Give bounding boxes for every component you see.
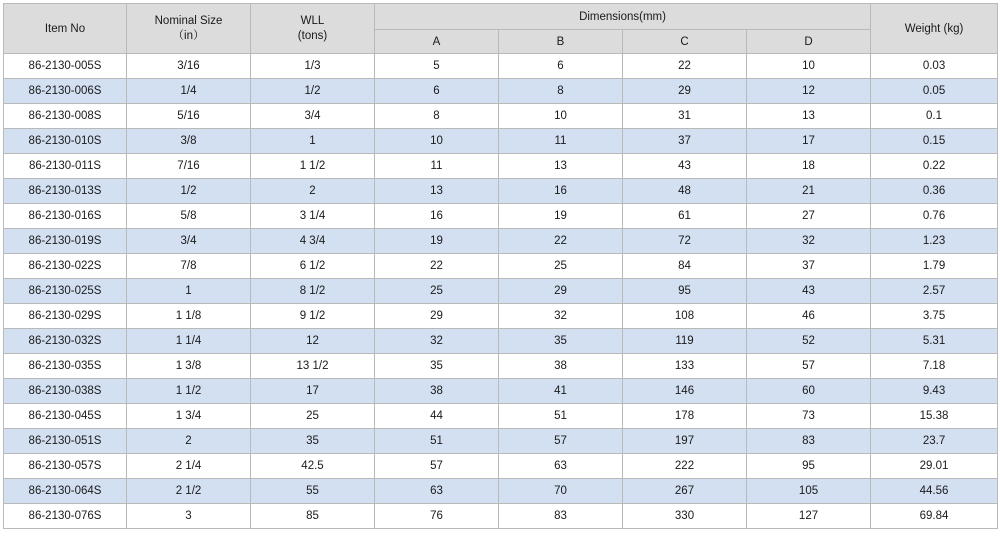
weight-cell: 0.15: [871, 129, 998, 154]
table-row: [4, 304, 998, 329]
dim-b-cell: 25: [499, 254, 623, 279]
dim-c-cell: 31: [623, 104, 747, 129]
weight-cell: 1.79: [871, 254, 998, 279]
dim-c-cell: 72: [623, 229, 747, 254]
dim-b-cell: 57: [499, 429, 623, 454]
weight-cell: 3.75: [871, 304, 998, 329]
weight-cell: 1.23: [871, 229, 998, 254]
wll-cell: 3 1/4: [251, 204, 375, 229]
dim-a-cell: 11: [375, 154, 499, 179]
header-dim-d: D: [747, 30, 871, 54]
item-no-cell: 86-2130-025S: [4, 279, 127, 304]
dim-a-cell: 35: [375, 354, 499, 379]
dim-b-cell: 32: [499, 304, 623, 329]
nominal-size-cell: 1/4: [127, 79, 251, 104]
table-row: [4, 179, 998, 204]
wll-cell: 1/2: [251, 79, 375, 104]
weight-cell: 0.76: [871, 204, 998, 229]
dim-b-cell: 8: [499, 79, 623, 104]
table-header: [4, 4, 998, 54]
dim-b-cell: 70: [499, 479, 623, 504]
nominal-size-cell: 3/16: [127, 54, 251, 79]
nominal-size-cell: 1 3/4: [127, 404, 251, 429]
dim-d-cell: 21: [747, 179, 871, 204]
table-row: [4, 54, 998, 79]
dim-d-cell: 83: [747, 429, 871, 454]
table-row: [4, 254, 998, 279]
dim-d-cell: 105: [747, 479, 871, 504]
dim-c-cell: 197: [623, 429, 747, 454]
dim-a-cell: 22: [375, 254, 499, 279]
table-row: [4, 79, 998, 104]
dim-b-cell: 29: [499, 279, 623, 304]
nominal-size-cell: 5/8: [127, 204, 251, 229]
dim-d-cell: 10: [747, 54, 871, 79]
dim-c-cell: 133: [623, 354, 747, 379]
item-no-cell: 86-2130-032S: [4, 329, 127, 354]
item-no-cell: 86-2130-029S: [4, 304, 127, 329]
item-no-cell: 86-2130-013S: [4, 179, 127, 204]
nominal-size-cell: 1: [127, 279, 251, 304]
table-row: [4, 129, 998, 154]
dim-b-cell: 13: [499, 154, 623, 179]
dim-b-cell: 35: [499, 329, 623, 354]
dim-b-cell: 16: [499, 179, 623, 204]
table-row: [4, 354, 998, 379]
dim-a-cell: 6: [375, 79, 499, 104]
wll-cell: 1: [251, 129, 375, 154]
dim-d-cell: 127: [747, 504, 871, 529]
weight-cell: 69.84: [871, 504, 998, 529]
wll-cell: 1 1/2: [251, 154, 375, 179]
wll-cell: 55: [251, 479, 375, 504]
wll-cell: 12: [251, 329, 375, 354]
dim-a-cell: 76: [375, 504, 499, 529]
dim-b-cell: 38: [499, 354, 623, 379]
dim-a-cell: 13: [375, 179, 499, 204]
dim-d-cell: 60: [747, 379, 871, 404]
nominal-size-cell: 7/8: [127, 254, 251, 279]
weight-cell: 7.18: [871, 354, 998, 379]
wll-cell: 9 1/2: [251, 304, 375, 329]
wll-cell: 35: [251, 429, 375, 454]
weight-cell: 0.36: [871, 179, 998, 204]
dim-b-cell: 19: [499, 204, 623, 229]
table-row: [4, 379, 998, 404]
dim-b-cell: 11: [499, 129, 623, 154]
item-no-cell: 86-2130-022S: [4, 254, 127, 279]
item-no-cell: 86-2130-006S: [4, 79, 127, 104]
header-dim-c: C: [623, 30, 747, 54]
dim-d-cell: 32: [747, 229, 871, 254]
dim-c-cell: 61: [623, 204, 747, 229]
dim-d-cell: 57: [747, 354, 871, 379]
wll-cell: 4 3/4: [251, 229, 375, 254]
item-no-cell: 86-2130-035S: [4, 354, 127, 379]
nominal-size-cell: 2: [127, 429, 251, 454]
nominal-size-cell: 1 1/4: [127, 329, 251, 354]
table-row: [4, 229, 998, 254]
dim-c-cell: 22: [623, 54, 747, 79]
wll-cell: 17: [251, 379, 375, 404]
dim-a-cell: 44: [375, 404, 499, 429]
weight-cell: 0.03: [871, 54, 998, 79]
wll-cell: 3/4: [251, 104, 375, 129]
dim-d-cell: 95: [747, 454, 871, 479]
wll-cell: 13 1/2: [251, 354, 375, 379]
weight-cell: 44.56: [871, 479, 998, 504]
dim-d-cell: 46: [747, 304, 871, 329]
dim-a-cell: 25: [375, 279, 499, 304]
nominal-size-cell: 1/2: [127, 179, 251, 204]
nominal-size-cell: 3/8: [127, 129, 251, 154]
item-no-cell: 86-2130-019S: [4, 229, 127, 254]
spec-table: [3, 3, 998, 529]
wll-cell: 25: [251, 404, 375, 429]
nominal-size-cell: 7/16: [127, 154, 251, 179]
header-dim-a: A: [375, 30, 499, 54]
dim-a-cell: 32: [375, 329, 499, 354]
dim-b-cell: 41: [499, 379, 623, 404]
item-no-cell: 86-2130-011S: [4, 154, 127, 179]
table-row: [4, 104, 998, 129]
dim-d-cell: 37: [747, 254, 871, 279]
header-dim-b: B: [499, 30, 623, 54]
weight-cell: 0.22: [871, 154, 998, 179]
weight-cell: 9.43: [871, 379, 998, 404]
dim-c-cell: 84: [623, 254, 747, 279]
table-body: [4, 54, 998, 529]
nominal-size-cell: 1 3/8: [127, 354, 251, 379]
dim-a-cell: 38: [375, 379, 499, 404]
table-row: [4, 454, 998, 479]
header-wll-unit: (tons): [297, 29, 328, 42]
dim-b-cell: 83: [499, 504, 623, 529]
dim-c-cell: 267: [623, 479, 747, 504]
dim-a-cell: 19: [375, 229, 499, 254]
item-no-cell: 86-2130-010S: [4, 129, 127, 154]
nominal-size-cell: 5/16: [127, 104, 251, 129]
weight-cell: 23.7: [871, 429, 998, 454]
dim-c-cell: 178: [623, 404, 747, 429]
table-row: [4, 154, 998, 179]
header-weight: Weight (kg): [871, 4, 998, 54]
item-no-cell: 86-2130-008S: [4, 104, 127, 129]
table-row: [4, 429, 998, 454]
dim-d-cell: 12: [747, 79, 871, 104]
nominal-size-cell: 1 1/2: [127, 379, 251, 404]
wll-cell: 42.5: [251, 454, 375, 479]
dim-d-cell: 18: [747, 154, 871, 179]
wll-cell: 6 1/2: [251, 254, 375, 279]
dim-c-cell: 37: [623, 129, 747, 154]
dim-b-cell: 6: [499, 54, 623, 79]
dim-a-cell: 63: [375, 479, 499, 504]
dim-d-cell: 43: [747, 279, 871, 304]
header-nominal-size-label: Nominal Size: [154, 14, 223, 27]
item-no-cell: 86-2130-064S: [4, 479, 127, 504]
dim-d-cell: 17: [747, 129, 871, 154]
header-wll: [251, 4, 375, 54]
dim-a-cell: 5: [375, 54, 499, 79]
dim-b-cell: 10: [499, 104, 623, 129]
dim-c-cell: 95: [623, 279, 747, 304]
dim-c-cell: 29: [623, 79, 747, 104]
nominal-size-cell: 3/4: [127, 229, 251, 254]
table-row: [4, 404, 998, 429]
item-no-cell: 86-2130-057S: [4, 454, 127, 479]
dim-d-cell: 27: [747, 204, 871, 229]
dim-a-cell: 8: [375, 104, 499, 129]
dim-c-cell: 43: [623, 154, 747, 179]
weight-cell: 29.01: [871, 454, 998, 479]
dim-c-cell: 108: [623, 304, 747, 329]
nominal-size-cell: 1 1/8: [127, 304, 251, 329]
item-no-cell: 86-2130-076S: [4, 504, 127, 529]
table-row: [4, 479, 998, 504]
dim-d-cell: 52: [747, 329, 871, 354]
weight-cell: 0.05: [871, 79, 998, 104]
item-no-cell: 86-2130-038S: [4, 379, 127, 404]
dim-c-cell: 119: [623, 329, 747, 354]
item-no-cell: 86-2130-005S: [4, 54, 127, 79]
dim-a-cell: 16: [375, 204, 499, 229]
header-dimensions: Dimensions(mm): [375, 4, 871, 30]
header-item-no: Item No: [4, 4, 127, 54]
item-no-cell: 86-2130-016S: [4, 204, 127, 229]
wll-cell: 8 1/2: [251, 279, 375, 304]
header-nominal-size: [127, 4, 251, 54]
dim-a-cell: 57: [375, 454, 499, 479]
weight-cell: 15.38: [871, 404, 998, 429]
header-wll-label: WLL: [300, 14, 325, 27]
wll-cell: 1/3: [251, 54, 375, 79]
dim-b-cell: 51: [499, 404, 623, 429]
table-row: [4, 504, 998, 529]
dim-b-cell: 63: [499, 454, 623, 479]
item-no-cell: 86-2130-051S: [4, 429, 127, 454]
dim-c-cell: 222: [623, 454, 747, 479]
table-row: [4, 329, 998, 354]
dim-d-cell: 13: [747, 104, 871, 129]
dim-a-cell: 51: [375, 429, 499, 454]
dim-b-cell: 22: [499, 229, 623, 254]
nominal-size-cell: 3: [127, 504, 251, 529]
weight-cell: 5.31: [871, 329, 998, 354]
header-nominal-size-unit: （in）: [172, 29, 205, 42]
wll-cell: 85: [251, 504, 375, 529]
dim-c-cell: 146: [623, 379, 747, 404]
table-row: [4, 279, 998, 304]
item-no-cell: 86-2130-045S: [4, 404, 127, 429]
wll-cell: 2: [251, 179, 375, 204]
dim-c-cell: 330: [623, 504, 747, 529]
nominal-size-cell: 2 1/2: [127, 479, 251, 504]
nominal-size-cell: 2 1/4: [127, 454, 251, 479]
dim-a-cell: 10: [375, 129, 499, 154]
dim-c-cell: 48: [623, 179, 747, 204]
weight-cell: 0.1: [871, 104, 998, 129]
dim-a-cell: 29: [375, 304, 499, 329]
weight-cell: 2.57: [871, 279, 998, 304]
table-row: [4, 204, 998, 229]
dim-d-cell: 73: [747, 404, 871, 429]
